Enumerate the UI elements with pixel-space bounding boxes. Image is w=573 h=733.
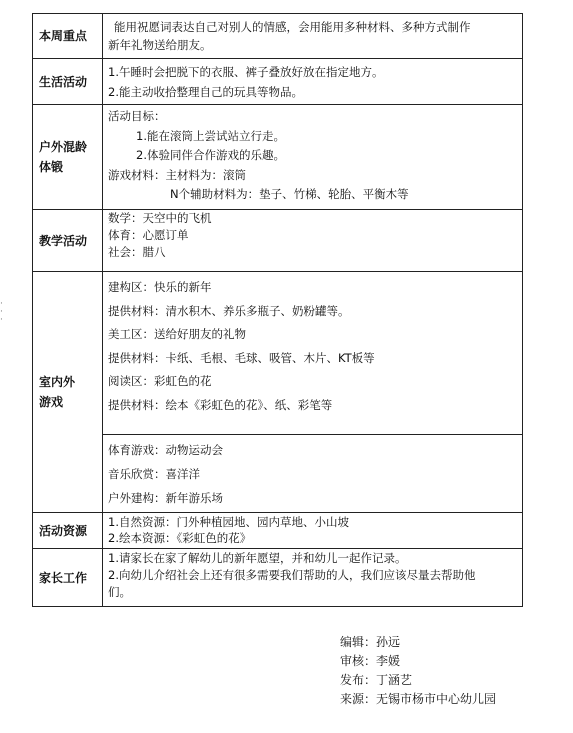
text-line: 1.请家长在家了解幼儿的新年愿望，并和幼儿一起作记录。 (108, 551, 407, 565)
outdoor-games-section (103, 435, 522, 512)
text-line: 建构区：快乐的新年 (108, 280, 212, 294)
row-outdoor-exercise (33, 105, 523, 210)
margin-dots: · · · (0, 299, 3, 325)
label-line: 户外混龄 (39, 140, 88, 154)
row-parent-work (33, 549, 523, 607)
text-line: 活动目标： (108, 109, 166, 123)
text-line: N个辅助材料为：垫子、竹梯、轮胎、平衡木等 (170, 187, 409, 201)
row-teaching-activity (33, 210, 523, 272)
weekly-plan-table (32, 13, 523, 607)
text-line: 阅读区：彩虹色的花 (108, 374, 212, 388)
text-line: 1.午睡时会把脱下的衣服、裤子叠放好放在指定地方。 (108, 65, 384, 79)
row-activity-resources (33, 513, 523, 549)
cell-life-activity (103, 59, 523, 105)
text-line: 提供材料：清水积木、养乐多瓶子、奶粉罐等。 (108, 303, 350, 318)
label-weekly-focus: 本周重点 (33, 14, 103, 59)
text-line: 2.向幼儿介绍社会上还有很多需要我们帮助的人，我们应该尽量去帮助他 (108, 568, 476, 582)
label-line: 体锻 (39, 160, 64, 174)
text-line: 2.能主动收拾整理自己的玩具等物品。 (108, 85, 303, 99)
credit-publisher: 发布：丁涵艺 (340, 673, 413, 687)
area-games-section (103, 272, 522, 435)
credits-block (340, 633, 496, 709)
row-weekly-focus (33, 14, 523, 59)
label-life-activity: 生活活动 (33, 59, 103, 105)
credit-editor: 编辑：孙远 (340, 635, 401, 649)
cell-weekly-focus (103, 14, 523, 59)
label-teaching-activity: 教学活动 (33, 210, 103, 272)
credit-source: 来源：无锡市杨市中心幼儿园 (340, 692, 497, 706)
label-line: 室内外 (39, 375, 76, 389)
text-line: 2.体验同伴合作游戏的乐趣。 (136, 148, 285, 162)
text-line: 音乐欣赏：喜洋洋 (108, 467, 200, 481)
text-line: 数学：天空中的飞机 (108, 211, 212, 225)
row-life-activity (33, 59, 523, 105)
text-line: 社会：腊八 (108, 245, 166, 259)
cell-indoor-outdoor-games (103, 272, 523, 513)
label-activity-resources: 活动资源 (33, 513, 103, 549)
text-line: 美工区：送给好朋友的礼物 (108, 327, 246, 341)
text-line: 能用祝愿词表达自己对别人的情感，会用能用多种材料、多种方式制作 (114, 20, 471, 34)
label-parent-work: 家长工作 (33, 549, 103, 607)
cell-teaching-activity (103, 210, 523, 272)
label-indoor-outdoor-games (33, 272, 103, 513)
cell-outdoor-exercise (103, 105, 523, 210)
text-line: 新年礼物送给朋友。 (108, 38, 212, 52)
credit-reviewer: 审核：李媛 (340, 654, 401, 668)
label-outdoor-exercise (33, 105, 103, 210)
text-line: 游戏材料：主材料为：滚筒 (108, 167, 246, 182)
text-line: 1.自然资源：门外种植园地、园内草地、小山坡 (108, 515, 349, 529)
text-line: 提供材料：卡纸、毛根、毛球、吸管、木片、KT板等 (108, 350, 375, 365)
text-line: 体育游戏：动物运动会 (108, 443, 223, 457)
cell-parent-work (103, 549, 523, 607)
text-line: 户外建构：新年游乐场 (108, 491, 223, 505)
cell-activity-resources (103, 513, 523, 549)
text-line: 提供材料：绘本《彩虹色的花》、纸、彩笔等 (108, 397, 333, 412)
text-line: 2.绘本资源：《彩虹色的花》 (108, 531, 252, 545)
label-line: 游戏 (39, 395, 64, 409)
text-line: 体育：心愿订单 (108, 228, 189, 242)
text-line: 们。 (108, 585, 131, 599)
text-line: 1.能在滚筒上尝试站立行走。 (136, 128, 285, 143)
row-indoor-outdoor-games (33, 272, 523, 513)
